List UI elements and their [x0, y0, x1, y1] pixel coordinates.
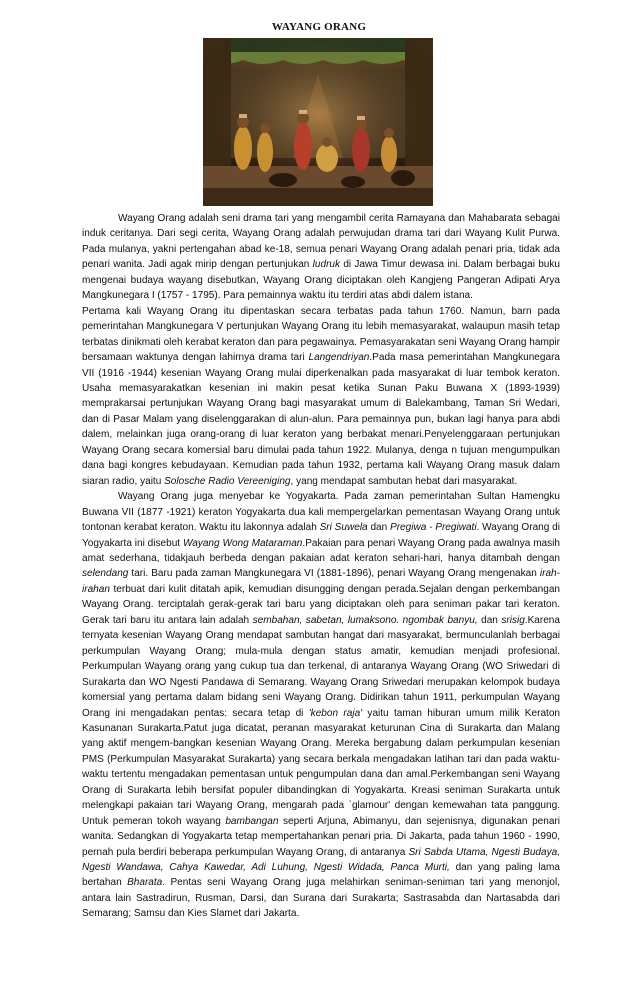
italic-term: ludruk [312, 259, 341, 271]
italic-term: Langendriyan [308, 352, 370, 364]
document-title: WAYANG ORANG [271, 21, 367, 33]
text-run: tari. Baru pada zaman Mangkunegara VI (1881-1896), penari Wayang Orang mengenakan [128, 568, 540, 580]
text-run: Wayang Orang adalah seni drama tari yang mengambil cerita Ramayana dan Mahabarata sebagai induk ceritanya. Dari segi cerita, Wayang Orang adalah perwujudan drama tari dari Wayang Kulit Purwa. Pada mulanya, yakni pertengahan abad ke-18, semua penari Wayang Orang adalah penari pria, tidak ada penari wanita. Jadi agak mirip dengan pertunjukan [82, 213, 560, 271]
italic-term: Solosche Radio Vereeniging [164, 475, 291, 487]
article-body [82, 211, 560, 922]
text-run: Wayang Orang juga menyebar ke Yogyakarta. Pada zaman pemerintahan Sultan Hamengku Buwana VII (1877 -1921) keraton Yogyakarta dua kali mempergelarkan pementasan Wayang Orang untuk tontonan kerabat keraton. Waktu itu lakonnya adalah [82, 491, 560, 534]
text-run: Pertama kali Wayang Orang itu dipentaskan secara terbatas pada tahun 1760. Namun, barn pada pemerintahan Mangkunegara V pertunjukan Wayang Orang itu lebih memasyarakat, walaupun masih tetap terbatas dinikmati oleh kerabat keraton dan para pegawainya. Pemasyarakatan seni Wayang Orang hampir bersamaan waktunya dengan lahirnya drama tari [82, 305, 560, 364]
text-run: . Pentas seni Wayang Orang juga melahirkan seniman-seniman tari yang menonjol, antara lain Sastradirun, Rusman, Darsi, dan Surana dari Surakarta; Sastrasabda dan Nartasabda dari Semarang; Samsu dan Kies Slamet dari Jakarta. [82, 877, 560, 920]
italic-term: 'kebon raja' [308, 707, 363, 719]
paragraph-2 [82, 304, 560, 489]
paragraph-3 [82, 489, 560, 922]
italic-term: Sri Sabda Utama, Ngesti Budaya, Ngesti Wandawa, Cahya Kawedar, Adi Luhung, Ngesti Widada, Panca Murti, [82, 846, 560, 874]
text-run: , yang mendapat sambutan hebat dari masyarakat. [290, 475, 518, 487]
italic-term: selendang [82, 568, 129, 580]
paragraph-1 [82, 211, 560, 304]
italic-term: Bharata [127, 877, 163, 889]
text-run: .Pakaian para penari Wayang Orang pada awalnya masih amat sederhana, tidakjauh berbeda dengan pakaian adat keraton sehari-hari, hanya ditambah dengan [82, 537, 560, 564]
text-run: .Karena ternyata kesenian Wayang Orang mendapat sambutan hangat dari masyarakat, bermunculanlah berbagai perkumpulan Wayang Orang; mula-mula dengan status amatir, kemudian menjadi profesional. Perkumpulan Wayang orang yang cukup tua dan terkenal, di antaranya Wayang Orang (WO Sriwedari di Surakarta dan WO Ngesti Pandawa di Semarang. Wayang Orang Sriwedari merupakan kelompok budaya komersial yang pertama dalam bidang seni Wayang Orang. Didirikan tahun 1911, perkumpulan Wayang Orang ini mengadakan pentas: secara tetap di [82, 614, 560, 719]
text-run: seperti Arjuna, Abimanyu, dan sejenisnya, digunakan penari wanita. Sedangkan di Yogyakarta tetap mempertahankan penari pria. Di Jakarta, pada tahun 1960 - 1990, pernah pula berdiri beberapa perkumpulan Wayang Orang, di antaranya [82, 815, 560, 858]
italic-term: Pregiwa - Pregiwati [390, 522, 477, 534]
italic-term: sembahan, sabetan, lumaksono. ngombak banyu, [252, 614, 478, 626]
italic-term: Sri Suwela [319, 522, 368, 534]
text-run: yaitu taman hiburan umum milik Keraton Kasunanan Surakarta.Patut juga dicatat, peranan masyarakat keturunan Cina di Surakarta dan Malang yang aktif mengem-bangkan kesenian Wayang Orang. Mereka bergabung dalam perkumpulan kesenian PMS (Perkumpulan Masyarakat Surakarta) yang secara berkala mengadakan latihan tari dan pada waktu-waktu tertentu mengadakan pementasan untuk pengumpulan dana dan amal.Perkembangan seni Wayang Orang di Surakarta lebih bersifat populer dibandingkan di Yogyakarta. Kreasi seniman Surakarta untuk melengkapi pakaian tari Wayang Orang, mengarah pada `glamour' dengan kemewahan tata panggung. Untuk pemeran tokoh wayang [82, 707, 560, 827]
italic-term: srisig [501, 614, 525, 626]
text-run: .Pada masa pemerintahan Mangkunegara VII (1916 -1944) kesenian Wayang Orang mulai diperkenalkan pada masyarakat di luar tembok keraton. Usaha memasyarakatkan kesenian ini makin pesat ketika Sunan Paku Buwana X (1893-1939) memprakarsai pertunjukan Wayang Orang bagi masyarakat umum di Balekambang, Taman Sri Wedari, dan di Pasar Malam yang diselenggarakan di alun-alun. Para pemainnya pun, bukan lagi hanya para abdi dalem, melainkan juga orang-orang di luar keraton yang berbakat menari.Penyelenggaraan pertunjukan Wayang Orang secara komersial baru dimulai pada tahun 1922. Mulanya, denga n tujuan mengumpulkan dana bagi kongres kebudayaan. Kemudian pada tahun 1932, pertama kali Wayang Orang masuk dalam siaran radio, yaitu [82, 352, 560, 487]
text-run: dan [367, 522, 390, 534]
text-run: di Jawa Timur dewasa ini. Dalam berbagai buku mengenai budaya wayang disebutkan, Wayang Orang diciptakan oleh Kangjeng Pangeran Adipati Arya Mangkunegara I (1757 - 1795). Para pemainnya waktu itu terdiri atas abdi dalem istana. [82, 259, 560, 302]
italic-term: irah-irahan [82, 568, 560, 595]
italic-term: Wayang Wong Mataraman [182, 537, 303, 549]
text-run: terbuat dari kulit ditatah apik, kemudian disungging dengan perada.Sejalan dengan perkembangan Wayang Orang. terciptalah gerak-gerak tari baru yang diciptakan oleh para seniman pakar tari keraton. Gerak tari baru itu antara lain adalah [82, 583, 560, 626]
wayang-orang-photo [203, 38, 433, 206]
stage-scene-image [203, 38, 433, 206]
text-run: . Wayang Orang di Yogyakarta ini disebut [82, 522, 560, 549]
italic-term: bambangan [225, 815, 279, 827]
text-run: dan yang paling lama bertahan [82, 862, 560, 889]
text-run: dan [477, 614, 502, 626]
